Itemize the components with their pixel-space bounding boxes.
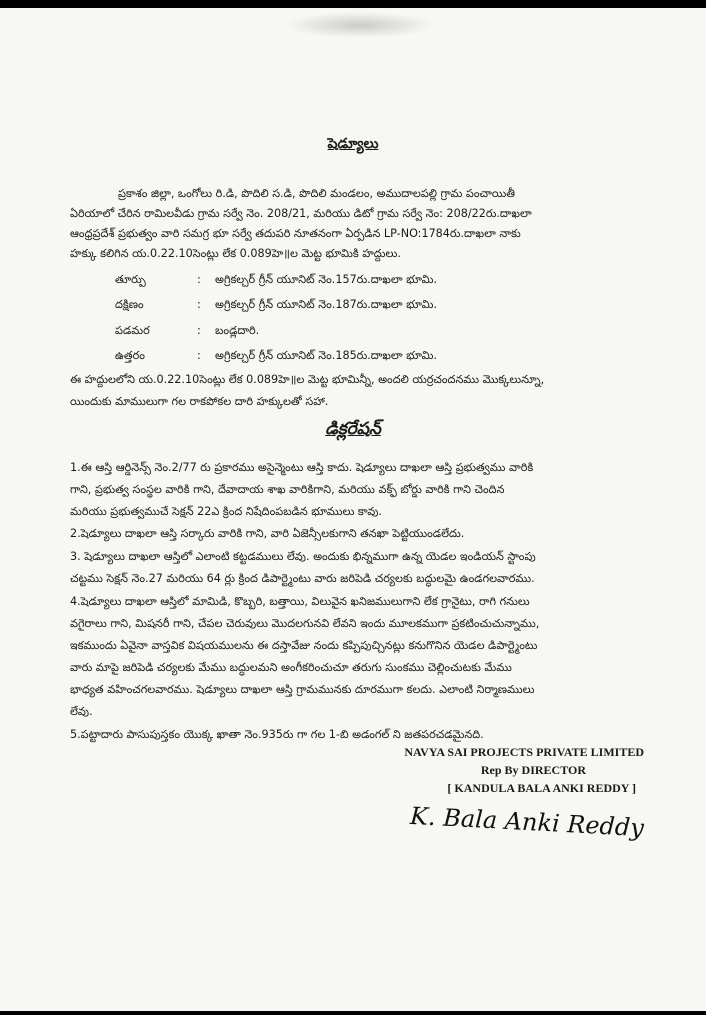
document-page xyxy=(0,8,706,1011)
boundary-colon: : xyxy=(197,324,201,337)
declaration-line: 2.షెడ్యూలు దాఖలా ఆస్తి సర్కారు వారికి గాని, వారి ఏజెన్సీలకుగాని తనఖా పెట్టియుండలేదు. xyxy=(70,527,465,540)
schedule-line: ఆంధ్రప్రదేశ్ ప్రభుత్వం వారి సమగ్ర భూ సర్వే తదుపరి నూతనంగా ఏర్పడిన LP-NO:1784రు.దాఖలా నాకు xyxy=(70,227,521,240)
boundary-text: అగ్రికల్చర్ గ్రీన్ యూనిట్ నెం.187రు.దాఖలా భూమి. xyxy=(215,298,438,311)
schedule-title: షెడ్యూలు xyxy=(327,136,379,152)
schedule-closing-line: ఈ హద్దులలోని య.0.22.10సెంట్లు లేక 0.089హె॥ల మెట్ట భూమిన్నీ, అందలి యర్రచందనము మొక్కలున్నూ, xyxy=(70,373,545,386)
boundary-west xyxy=(115,323,259,338)
company-rep: Rep By DIRECTOR xyxy=(480,763,586,777)
boundary-colon: : xyxy=(197,298,201,311)
boundary-north xyxy=(115,348,437,363)
schedule-line: ప్రకాశం జిల్లా, ఒంగోలు రి.డి, పొదిలి స.డి, పొదిలి మండలం, అముదాలపల్లి గ్రామ పంచాయితీ xyxy=(118,187,516,200)
declaration-line: 4.షెడ్యూలు దాఖలా ఆస్తిలో మామిడి, కొబ్బరి, బత్తాయి, విలువైన ఖనిజములుగాని లేక గ్రానైటు, రాగి గనులు xyxy=(70,595,530,608)
boundary-text: అగ్రికల్చర్ గ్రీన్ యూనిట్ నెం.185రు.దాఖలా భూమి. xyxy=(215,349,438,362)
boundary-south xyxy=(115,297,437,312)
schedule-line: హక్కు కలిగిన య.0.22.10సెంట్లు లేక 0.089హె॥ల మెట్ట భూమికి హద్దులు. xyxy=(70,247,401,260)
boundary-direction: పడమర xyxy=(115,324,150,337)
declaration-line: 5.పట్టాదారు పాసుపుస్తకం యొక్క ఖాతా నెం.935రు గా గల 1-బి అడంగల్ ని జతపరచడమైనది. xyxy=(70,728,484,741)
boundary-direction: ఉత్తరం xyxy=(115,349,145,362)
schedule-closing-line: యిందుకు మాములుగా గల రాకపోకల దారి హక్కులతో సహా. xyxy=(70,395,329,408)
declaration-line: చట్టము సెక్షన్ నెం.27 మరియు 64 ర్లు క్రింద డిపార్ట్మెంటు వారు జరిపెడి చర్యలకు బద్ధులమై ఉండగలవారము. xyxy=(70,572,535,585)
declaration-line: లేవు. xyxy=(70,705,93,718)
declaration-line: మరియు ప్రభుత్వముచే సెక్షన్ 22ఎ క్రింద నిషేదింపబడిన భూములు కావు. xyxy=(70,505,382,518)
boundary-text: బండ్లదారి. xyxy=(215,324,260,337)
declaration-line: ఇకముందు ఏవైనా వాస్తవిక విషయములను ఈ దస్తావేజు నందు కప్పిపుచ్చినట్లు కనుగొనిన యెడల డిపార్ట్మెంటు xyxy=(70,639,538,652)
boundary-colon: : xyxy=(197,349,201,362)
boundary-text: అగ్రికల్చర్ గ్రీన్ యూనిట్ నెం.157రు.దాఖలా భూమి. xyxy=(215,273,438,286)
declaration-line: వారు మాపై జరిపెడి చర్యలకు మేము బద్ధులమని అంగీకరించుచూ తరుగు సుంకము చెల్లించుటకు మేము xyxy=(70,661,512,674)
schedule-line: ఏరియాలో చేరిన రామిలవీడు గ్రామ సర్వే నెం. 208/21, మరియు డిటో గ్రామ సర్వే నెం: 208/22రు.దాఖలా xyxy=(70,207,532,220)
director-name: [ KANDULA BALA ANKI REDDY ] xyxy=(447,781,636,795)
declaration-line: భాధ్యత వహించగలవారము. షెడ్యూలు దాఖలా ఆస్తి గ్రామమునకు దూరముగా కలదు. ఎలాంటి నిర్మాణములు xyxy=(70,683,535,696)
boundary-direction: దక్షిణం xyxy=(115,298,144,311)
boundary-direction: తూర్పు xyxy=(115,273,146,286)
handwritten-signature: K. Bala Anki Reddy xyxy=(409,801,645,843)
declaration-title: డిక్లరేషన్ xyxy=(325,419,381,439)
declaration-line: 1.ఈ ఆస్తి ఆర్డినెన్స్ నెం.2/77 రు ప్రకారము అసైన్మెంటు ఆస్తి కాదు. షెడ్యూలు దాఖలా ఆస్తి ప్రభుత్వము వారికి xyxy=(70,461,534,474)
declaration-line: గాని, ప్రభుత్వ సంస్థల వారికి గాని, దేవాదాయ శాఖ వారికిగాని, మరియు వక్ఫ్ బోర్డు వారికి గాని చెందిన xyxy=(70,483,505,496)
declaration-line: వగైరాలు గాని, మిషనరీ గాని, చేపల చెరువులు మొదలగునవి లేవని ఇందు మూలకముగా ప్రకటించుచున్నాము, xyxy=(70,617,540,630)
boundary-east xyxy=(115,272,437,287)
boundary-colon: : xyxy=(197,273,201,286)
declaration-line: 3. షెడ్యూలు దాఖలా ఆస్తిలో ఎలాంటి కట్టడములు లేవు. అందుకు భిన్నముగా ఉన్న యెడల ఇండియన్ స్టాంపు xyxy=(70,550,536,563)
scan-smudge xyxy=(285,12,435,38)
company-name: NAVYA SAI PROJECTS PRIVATE LIMITED xyxy=(404,745,644,759)
